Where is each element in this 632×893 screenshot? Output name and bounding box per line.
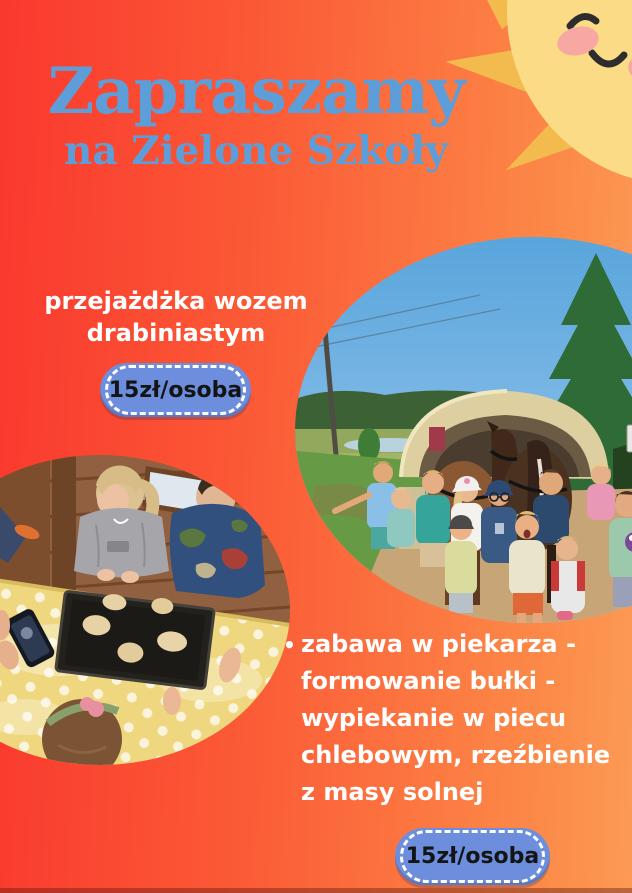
price-badge-wagon-text: 15zł/osoba xyxy=(105,365,246,415)
page-title: Zapraszamy xyxy=(47,54,465,129)
children-baking-bread-photo xyxy=(0,455,290,765)
activity-baking-item xyxy=(283,626,632,811)
page-subtitle: na Zielone Szkoły xyxy=(64,127,448,174)
price-badge-baking-text: 15zł/osoba xyxy=(400,830,545,883)
poster-header xyxy=(0,56,512,172)
children-with-horse-wagon-photo xyxy=(295,237,632,623)
bullet-dot: • xyxy=(283,633,296,657)
bottom-strip xyxy=(0,888,632,893)
activity-baking-label: zabawa w piekarza - formowanie bułki - wypiekanie w piecu chlebowym, rzeźbienie z masy solnej xyxy=(301,630,611,806)
price-badge-wagon xyxy=(100,363,251,417)
price-badge-baking xyxy=(395,828,550,885)
activity-wagon-label: przejażdżka wozem drabiniastym xyxy=(44,287,308,347)
